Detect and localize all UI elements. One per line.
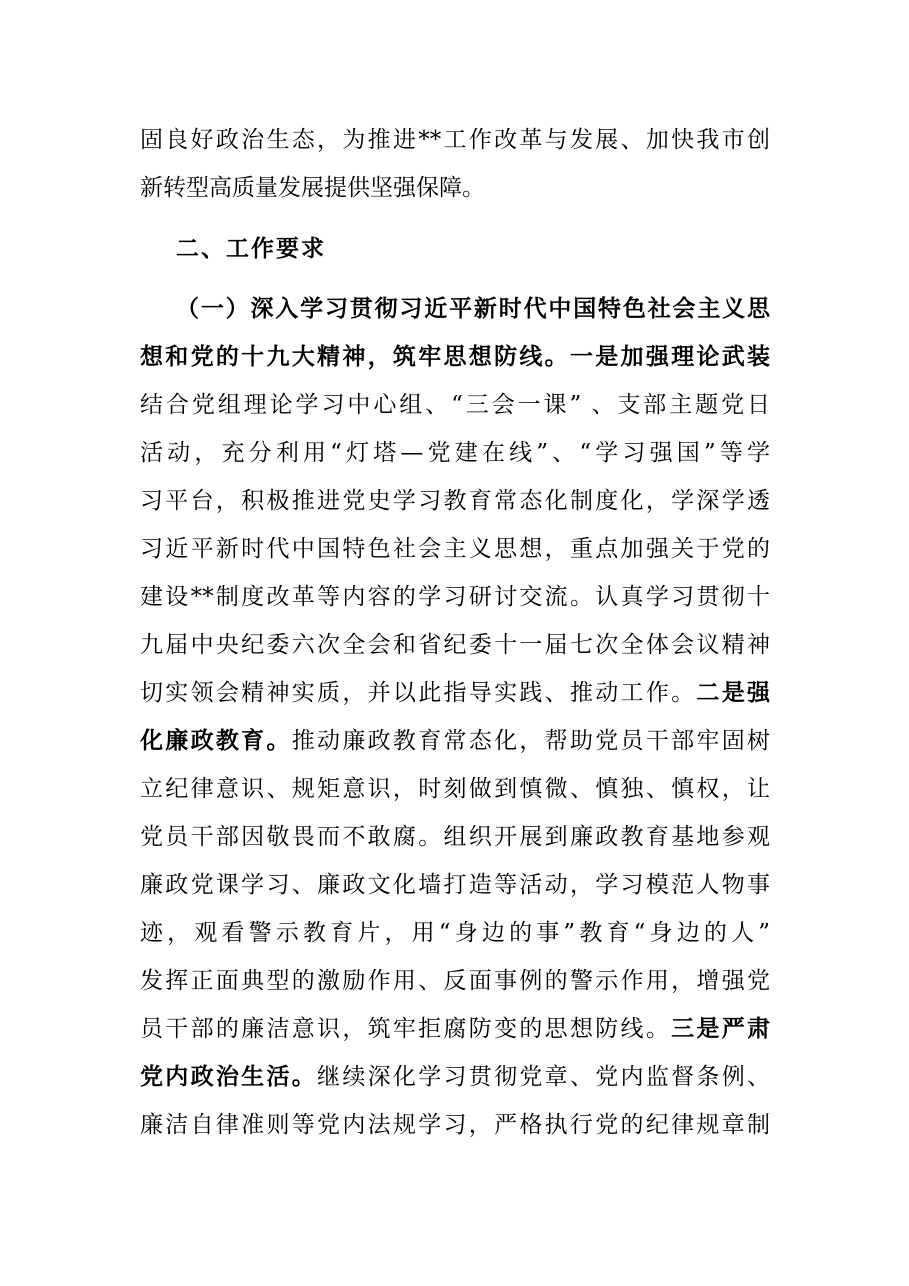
body-text-line: 切实领会精神实质，并以此指导实践、推动工作。二是强 (140, 679, 770, 706)
body-text-line: 党内政治生活。继续深化学习贯彻党章、党内监督条例、 (140, 1063, 770, 1090)
subsection-heading: （一）深入学习贯彻习近平新时代中国特色社会主义思 (176, 295, 770, 322)
body-text-line: 固良好政治生态，为推进**工作改革与发展、加快我市创 (140, 127, 770, 153)
body-text-line: 建设**制度改革等内容的学习研讨交流。认真学习贯彻十 (140, 584, 770, 610)
body-text-line: 结合党组理论学习中心组、“三会一课” 、支部主题党日 (140, 392, 770, 418)
body-text-line: 廉政党课学习、廉政文化墙打造等活动，学习模范人物事 (140, 872, 770, 898)
body-text-line: 新转型高质量发展提供坚强保障。 (140, 175, 485, 201)
body-text-line: 习平台，积极推进党史学习教育常态化制度化，学深学透 (140, 488, 770, 514)
body-text-line: 活动，充分利用“灯塔—党建在线”、“学习强国”等学 (140, 440, 770, 466)
body-text-line: 九届中央纪委六次全会和省纪委十一届七次全体会议精神 (140, 632, 770, 658)
body-text-line: 员干部的廉洁意识，筑牢拒腐防变的思想防线。三是严肃 (140, 1015, 770, 1042)
body-text-line: 迹，观看警示教育片，用“身边的事”教育“身边的人” (140, 920, 770, 946)
body-text-line: 习近平新时代中国特色社会主义思想，重点加强关于党的 (140, 536, 770, 562)
section-heading: 二、工作要求 (176, 235, 326, 262)
body-text-line: 党员干部因敬畏而不敢腐。组织开展到廉政教育基地参观 (140, 824, 770, 850)
body-text-line: 发挥正面典型的激励作用、反面事例的警示作用，增强党 (140, 968, 770, 994)
body-text-line: 廉洁自律准则等党内法规学习，严格执行党的纪律规章制 (140, 1112, 770, 1138)
body-text-line: 化廉政教育。推动廉政教育常态化，帮助党员干部牢固树 (140, 727, 770, 754)
subsection-heading-cont: 想和党的十九大精神，筑牢思想防线。一是加强理论武装 (140, 343, 770, 370)
body-text-line: 立纪律意识、规矩意识，时刻做到慎微、慎独、慎权，让 (140, 776, 770, 802)
